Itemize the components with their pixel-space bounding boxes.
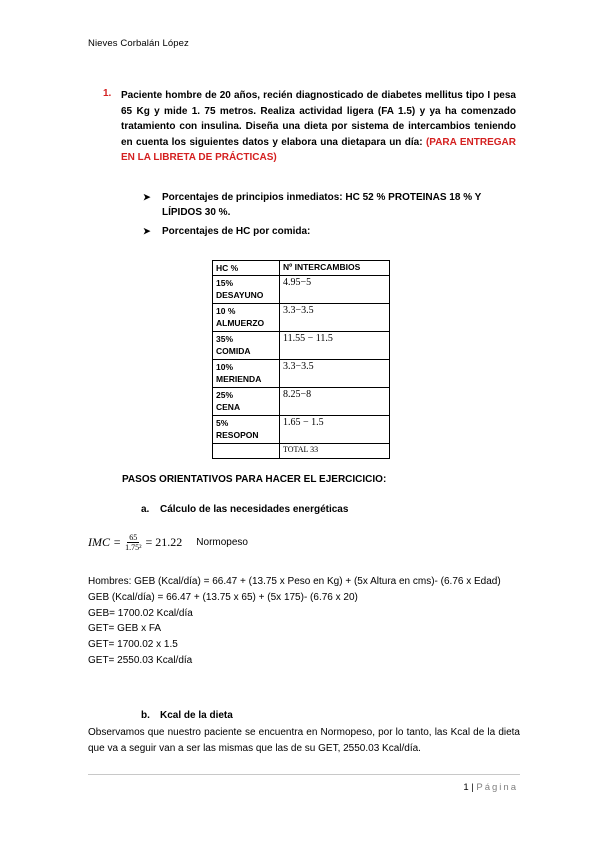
meal-name: DESAYUNO	[216, 290, 264, 300]
bullet-hc-per-meal	[143, 224, 523, 240]
meal-cell	[213, 388, 280, 416]
meal-cell	[213, 276, 280, 304]
calc-line: GEB= 1700.02 Kcal/día	[88, 607, 193, 619]
bullet-text: Porcentajes de principios inmediatos: HC 52 % PROTEINAS 18 % Y LÍPIDOS 30 %.	[162, 192, 482, 218]
conclusion-paragraph: Observamos que nuestro paciente se encuentra en Normopeso, por lo tanto, las Kcal de la dieta que va a seguir van a ser las mismas que las de su GET, 2550.03 Kcal/día.	[88, 727, 520, 754]
table-row	[213, 332, 390, 360]
meal-cell	[213, 332, 280, 360]
meal-cell	[213, 304, 280, 332]
meal-pct: 35%	[216, 334, 234, 344]
exchange-cell: 3.3−3.5	[280, 360, 390, 388]
table-header-cell: Nº INTERCAMBIOS	[280, 261, 390, 276]
imc-denominator: 1.75²	[125, 543, 142, 552]
section-a-title: Cálculo de las necesidades energéticas	[160, 504, 349, 515]
question-body: Paciente hombre de 20 años, recién diagnosticado de diabetes mellitus tipo I pesa 65 Kg y mide 1. 75 metros. Realiza actividad ligera (FA 1.5) y ya ha comenzado tratamiento con insulina. Diseña una dieta por sistema de intercambios teniendo en cuenta los siguientes datos y elabora una dietapara un día:	[121, 90, 516, 148]
page-footer	[463, 782, 518, 793]
meal-name: COMIDA	[216, 346, 251, 356]
table-row	[213, 304, 390, 332]
table-row	[213, 416, 390, 444]
meal-pct: 25%	[216, 390, 234, 400]
section-b-title: Kcal de la dieta	[160, 710, 233, 721]
meal-cell	[213, 416, 280, 444]
calc-line: GET= 1700.02 x 1.5	[88, 639, 178, 651]
imc-lhs: IMC =	[88, 535, 122, 549]
hc-table	[212, 260, 390, 459]
meal-cell	[213, 360, 280, 388]
table-row	[213, 360, 390, 388]
table-row	[213, 276, 390, 304]
imc-numerator: 65	[129, 533, 138, 542]
meal-pct: 10 %	[216, 306, 236, 316]
imc-fraction	[125, 533, 141, 552]
exchange-cell: 11.55 − 11.5	[280, 332, 390, 360]
energy-calculations	[88, 574, 518, 669]
question-highlight: (PARA ENTREGAR EN LA LIBRETA DE PRÁCTICAS)	[121, 136, 516, 164]
empty-cell	[213, 444, 280, 459]
table-total-row	[213, 444, 390, 459]
calc-line: GEB (Kcal/día) = 66.47 + (13.75 x 65) + (5x 175)- (6.76 x 20)	[88, 591, 358, 603]
page-header-author: Nieves Corbalán López	[88, 38, 189, 49]
section-a-label: a.	[141, 504, 150, 515]
arrow-bullet-icon: ➤	[143, 192, 151, 202]
meal-name: RESOPON	[216, 430, 259, 440]
page-number: 1 |	[463, 782, 477, 793]
imc-result: = 21.22	[145, 535, 183, 549]
imc-formula	[88, 533, 248, 552]
meal-name: ALMUERZO	[216, 318, 265, 328]
meal-pct: 10%	[216, 362, 234, 372]
table-header-row	[213, 261, 390, 276]
question-text	[121, 88, 516, 166]
page-label: Página	[476, 782, 518, 793]
steps-heading: PASOS ORIENTATIVOS PARA HACER EL EJERCICICIO:	[122, 474, 387, 485]
footer-divider	[88, 774, 520, 775]
bullet-macronutrients	[143, 190, 523, 222]
exchange-cell: 1.65 − 1.5	[280, 416, 390, 444]
meal-pct: 15%	[216, 278, 234, 288]
imc-category: Normopeso	[196, 537, 248, 548]
table-header-cell: HC %	[213, 261, 280, 276]
table-row	[213, 388, 390, 416]
exchange-cell: 4.95−5	[280, 276, 390, 304]
calc-line: GET= GEB x FA	[88, 623, 162, 635]
question-number: 1.	[103, 88, 112, 99]
total-cell: TOTAL 33	[280, 444, 390, 459]
section-b-label: b.	[141, 710, 150, 721]
meal-pct: 5%	[216, 418, 229, 428]
calc-line: Hombres: GEB (Kcal/día) = 66.47 + (13.75 x Peso en Kg) + (5x Altura en cms)- (6.76 x Edad)	[88, 576, 501, 587]
meal-name: MERIENDA	[216, 374, 262, 384]
bullet-text: Porcentajes de HC por comida:	[162, 226, 311, 237]
arrow-bullet-icon: ➤	[143, 226, 151, 236]
exchange-cell: 8.25−8	[280, 388, 390, 416]
meal-name: CENA	[216, 402, 241, 412]
calc-line: GET= 2550.03 Kcal/día	[88, 654, 193, 666]
exchange-cell: 3.3−3.5	[280, 304, 390, 332]
